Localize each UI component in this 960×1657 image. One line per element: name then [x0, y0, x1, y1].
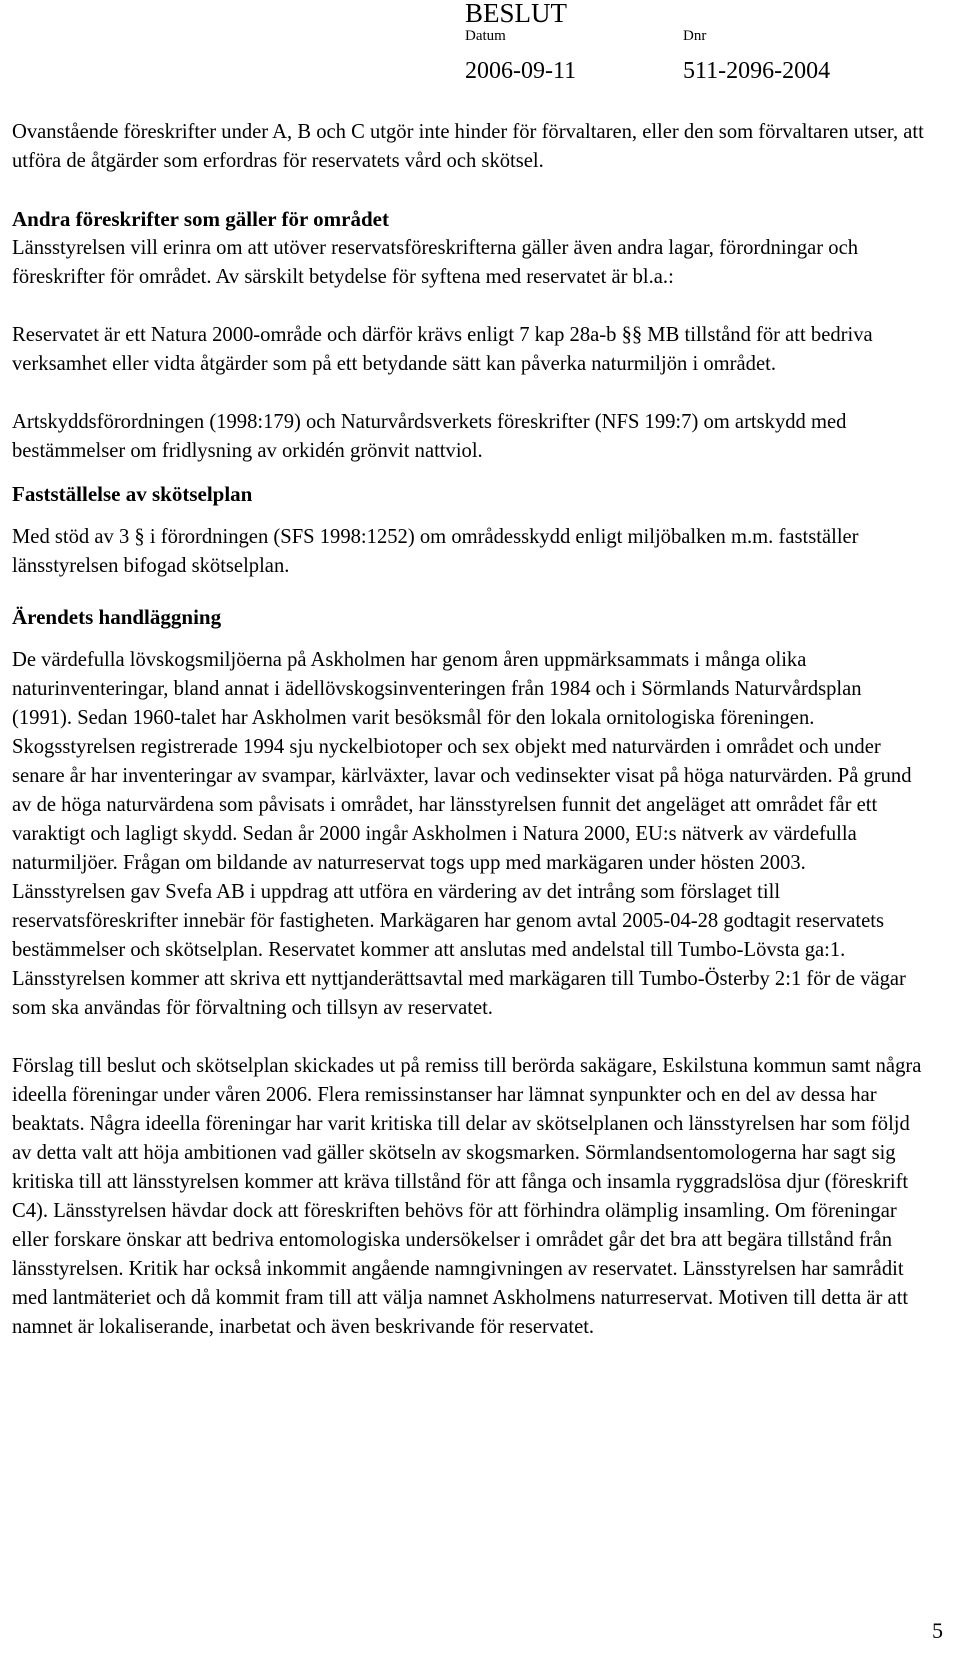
heading-case-handling: Ärendets handläggning [12, 605, 222, 629]
paragraph-intro: Ovanstående föreskrifter under A, B och C utgör inte hinder för förvaltaren, eller den som förvaltaren utser, att utföra de åtgärder som erfordras för reservatets vård och skötsel. [12, 121, 924, 172]
document-header [0, 0, 960, 100]
dnr-label: Dnr [683, 28, 707, 44]
dnr-value: 511-2096-2004 [683, 58, 831, 84]
paragraph-case-handling-1: De värdefulla lövskogsmiljöerna på Askholmen har genom åren uppmärksammats i många olika naturinventeringar, bland annat i ädellövskogsinventeringen från 1984 och i Sörmlands Naturvårdsplan (1991). Sedan 1960-talet har Askholmen varit besöksmål för den lokala ornitologiska föreningen. Skogsstyrelsen registrerade 1994 sju nyckelbiotoper och sex objekt med naturvärden i området och under senare år har inventeringar av svampar, kärlväxter, lavar och vedinsekter visat på höga naturvärden. På grund av de höga naturvärdena som påvisats i området, har länsstyrelsen funnit det angeläget att området får ett varaktigt och lagligt skydd. Sedan år 2000 ingår Askholmen i Natura 2000, EU:s nätverk av värdefulla naturmiljöer. Frågan om bildande av naturreservat togs upp med markägaren under hösten 2003. Länsstyrelsen gav Svefa AB i uppdrag att utföra en värdering av det intrång som förslaget till reservatsföreskrifter innebär för fastigheten. Markägaren har genom avtal 2005-04-28 godtagit reservatets bestämmelser och skötselplan. Reservatet kommer att anslutas med andelstal till Tumbo-Lövsta ga:1. Länsstyrelsen kommer att skriva ett nyttjanderättsavtal med markägaren till Tumbo-Österby 2:1 för de vägar som ska användas för förvaltning och tillsyn av reservatet. [12, 649, 912, 1019]
heading-management-plan: Fastställelse av skötselplan [12, 482, 253, 506]
paragraph-other-regulations: Länsstyrelsen vill erinra om att utöver reservatsföreskrifterna gäller även andra lagar, förordningar och föreskrifter för området. Av särskilt betydelse för syftena med reservatet är bl.a.: [12, 237, 859, 288]
paragraph-management-plan: Med stöd av 3 § i förordningen (SFS 1998:1252) om områdesskydd enligt miljöbalken m.m. fastställer länsstyrelsen bifogad skötselplan. [12, 526, 859, 577]
document-body [12, 118, 924, 1342]
paragraph-case-handling-2: Förslag till beslut och skötselplan skickades ut på remiss till berörda sakägare, Eskilstuna kommun samt några ideella föreningar under våren 2006. Flera remissinstanser har lämnat synpunkter och en del av dessa har beaktats. Några ideella föreningar har varit kritiska till delar av skötselplanen och länsstyrelsen har som följd av detta valt att höja ambitionen vad gäller skötseln av skogsmarken. Sörmlandsentomologerna har sagt sig kritiska till att länsstyrelsen kommer att kräva tillstånd för att fånga och insamla ryggradslösa djur (föreskrift C4). Länsstyrelsen hävdar dock att föreskriften behövs för att förhindra olämplig insamling. Om föreningar eller forskare önskar att bedriva entomologiska undersökelser i området går det bra att begära tillstånd från länsstyrelsen. Kritik har också inkommit angående namngivningen av reservatet. Länsstyrelsen har samrådit med lantmäteriet och då kommit fram till att välja namnet Askholmens naturreservat. Motiven till detta är att namnet är lokaliserande, inarbetat och även beskrivande för reservatet. [12, 1055, 922, 1338]
paragraph-species-protection: Artskyddsförordningen (1998:179) och Naturvårdsverkets föreskrifter (NFS 199:7) om artskydd med bestämmelser om fridlysning av orkidén grönvit nattviol. [12, 411, 847, 462]
page-number: 5 [932, 1618, 943, 1643]
heading-other-regulations: Andra föreskrifter som gäller för området [12, 207, 389, 231]
document-type: BESLUT [465, 0, 568, 28]
date-label: Datum [465, 28, 506, 44]
date-value: 2006-09-11 [465, 58, 577, 84]
paragraph-natura: Reservatet är ett Natura 2000-område och därför krävs enligt 7 kap 28a-b §§ MB tillstånd för att bedriva verksamhet eller vidta åtgärder som på ett betydande sätt kan påverka naturmiljön i området. [12, 324, 873, 375]
